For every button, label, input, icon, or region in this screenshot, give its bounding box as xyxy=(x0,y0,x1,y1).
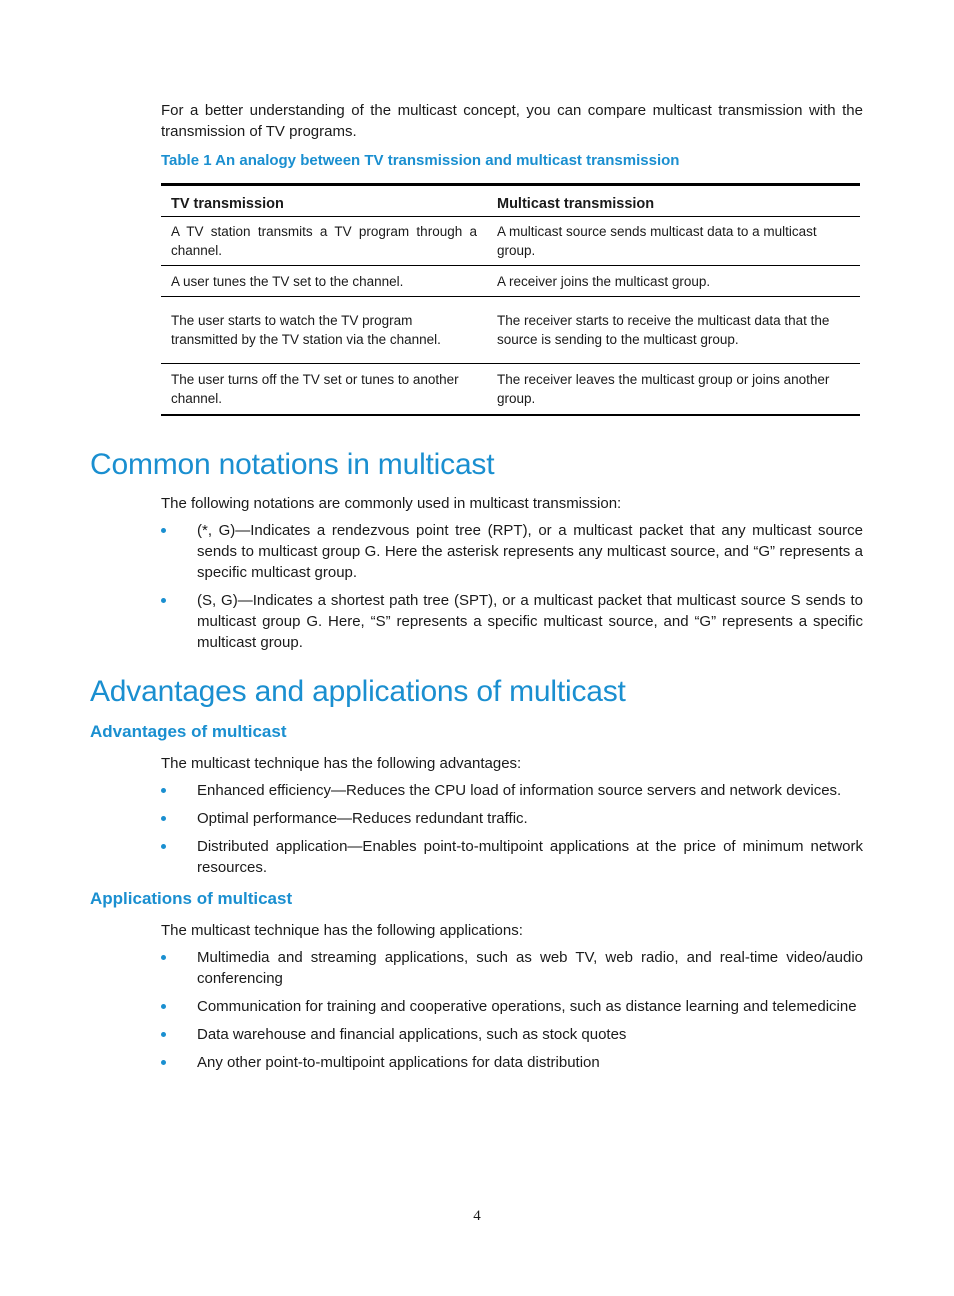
notations-intro: The following notations are commonly used in multicast transmission: xyxy=(161,495,622,512)
table-cell: The user starts to watch the TV program transmitted by the TV station via the channel. xyxy=(161,297,487,364)
list-item-text: Communication for training and cooperative operations, such as distance learning and telemedicine xyxy=(197,998,857,1015)
list-item xyxy=(161,947,863,989)
list-item xyxy=(161,780,863,801)
table-row xyxy=(161,217,860,266)
analogy-table xyxy=(161,183,860,416)
table-cell: A multicast source sends multicast data to a multicast group. xyxy=(487,217,860,266)
table-header-row xyxy=(161,185,860,217)
list-item-text: Optimal performance—Reduces redundant traffic. xyxy=(197,810,528,827)
list-item-text: Distributed application—Enables point-to-multipoint applications at the price of minimum network resources. xyxy=(197,838,863,876)
bullet-dot-icon xyxy=(161,816,166,821)
bullet-dot-icon xyxy=(161,955,166,960)
header-tv-transmission: TV transmission xyxy=(161,185,487,217)
list-item xyxy=(161,996,863,1017)
list-item xyxy=(161,836,863,878)
list-item-text: (S, G)—Indicates a shortest path tree (SPT), or a multicast packet that multicast source S sends to multicast group G. Here, “S” represents a specific multicast source, and “G” represents a specific multicast group. xyxy=(197,592,863,651)
heading-advantages: Advantages of multicast xyxy=(90,722,287,741)
notations-list xyxy=(161,520,863,653)
bullet-dot-icon xyxy=(161,598,166,603)
table-cell: The receiver starts to receive the multicast data that the source is sending to the multicast group. xyxy=(487,297,860,364)
advantages-list xyxy=(161,780,863,878)
list-item xyxy=(161,808,863,829)
bullet-dot-icon xyxy=(161,844,166,849)
advantages-intro: The multicast technique has the following advantages: xyxy=(161,755,522,772)
bullet-dot-icon xyxy=(161,788,166,793)
table-row xyxy=(161,266,860,297)
heading-applications: Applications of multicast xyxy=(90,889,293,908)
list-item xyxy=(161,1024,863,1045)
heading-advantages-applications: Advantages and applications of multicast xyxy=(90,675,626,708)
list-item-text: Data warehouse and financial applications, such as stock quotes xyxy=(197,1026,627,1043)
table-cell: The user turns off the TV set or tunes to another channel. xyxy=(161,364,487,415)
heading-common-notations: Common notations in multicast xyxy=(90,448,495,481)
table-cell: A user tunes the TV set to the channel. xyxy=(161,266,487,297)
table-caption: Table 1 An analogy between TV transmission and multicast transmission xyxy=(161,152,680,169)
list-item-text: Any other point-to-multipoint applications for data distribution xyxy=(197,1054,600,1071)
table-row xyxy=(161,297,860,364)
list-item xyxy=(161,590,863,653)
table-row xyxy=(161,364,860,415)
list-item xyxy=(161,1052,863,1073)
bullet-dot-icon xyxy=(161,1004,166,1009)
applications-intro: The multicast technique has the following applications: xyxy=(161,922,523,939)
header-multicast-transmission: Multicast transmission xyxy=(487,185,860,217)
list-item-text: Multimedia and streaming applications, such as web TV, web radio, and real-time video/audio conferencing xyxy=(197,949,863,987)
bullet-dot-icon xyxy=(161,1032,166,1037)
applications-list xyxy=(161,947,863,1073)
bullet-dot-icon xyxy=(161,1060,166,1065)
table-cell: A TV station transmits a TV program through a channel. xyxy=(161,217,487,266)
bullet-dot-icon xyxy=(161,528,166,533)
list-item xyxy=(161,520,863,583)
intro-paragraph: For a better understanding of the multicast concept, you can compare multicast transmission with the transmission of TV programs. xyxy=(161,102,863,140)
list-item-text: (*, G)—Indicates a rendezvous point tree (RPT), or a multicast packet that any multicast source sends to multicast group G. Here the asterisk represents any multicast source, and “G” represents a specific multicast group. xyxy=(197,522,863,581)
page-number: 4 xyxy=(473,1208,481,1224)
list-item-text: Enhanced efficiency—Reduces the CPU load of information source servers and network devices. xyxy=(197,782,842,799)
table-cell: A receiver joins the multicast group. xyxy=(487,266,860,297)
table-cell: The receiver leaves the multicast group or joins another group. xyxy=(487,364,860,415)
